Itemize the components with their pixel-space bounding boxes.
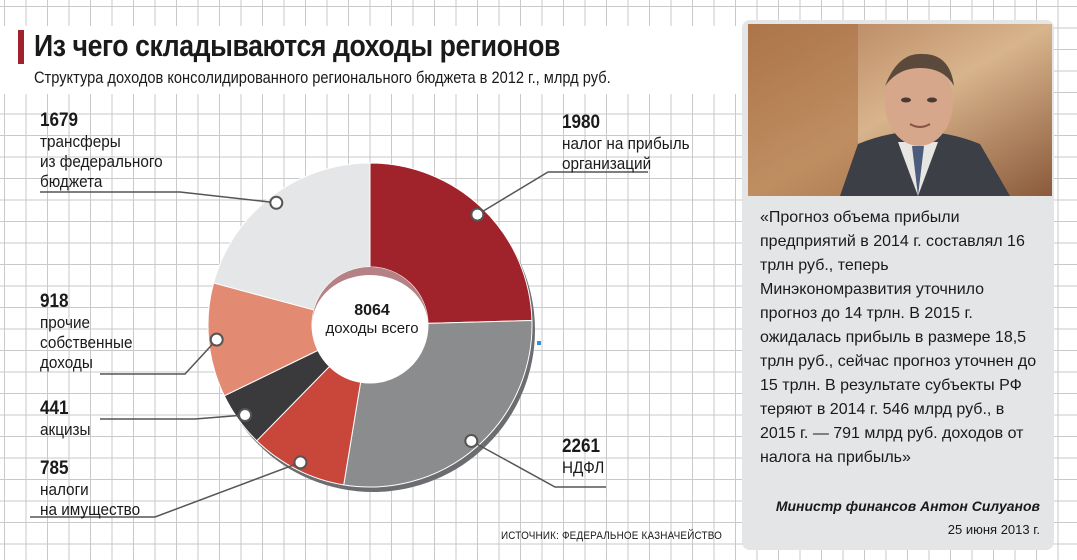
slice-text-line: НДФЛ bbox=[562, 458, 605, 477]
slice-value: 441 bbox=[40, 398, 69, 419]
leader-line-federal-transfers bbox=[40, 192, 276, 203]
total-value: 8064 bbox=[354, 302, 390, 319]
slice-text-line: бюджета bbox=[40, 172, 103, 191]
page-subtitle: Структура доходов консолидированного регионального бюджета в 2012 г., млрд руб. bbox=[34, 68, 611, 87]
slice-text-line: трансферы bbox=[40, 132, 121, 151]
leader-marker-profit-tax bbox=[471, 209, 483, 221]
leader-marker-federal-transfers bbox=[270, 197, 282, 209]
slice-text-line: прочие bbox=[40, 313, 91, 332]
leader-line-excise bbox=[100, 415, 245, 419]
quote-date: 25 июня 2013 г. bbox=[947, 522, 1040, 537]
page-title: Из чего складываются доходы регионов bbox=[34, 28, 560, 63]
slice-text-line: акцизы bbox=[40, 420, 91, 439]
slice-label-property-tax bbox=[40, 458, 140, 520]
slice-text-line: из федерального bbox=[40, 152, 163, 171]
slice-label-profit-tax bbox=[562, 112, 690, 174]
slice-label-other-own-income bbox=[40, 291, 132, 373]
slice-value: 918 bbox=[40, 291, 69, 312]
slice-text-line: налог на прибыль bbox=[562, 134, 690, 153]
leader-marker-property-tax bbox=[294, 456, 306, 468]
leader-marker-excise bbox=[239, 409, 251, 421]
slice-label-federal-transfers bbox=[40, 110, 163, 192]
leader-line-profit-tax bbox=[477, 172, 648, 215]
slice-value: 2261 bbox=[562, 436, 601, 457]
donut-center-total bbox=[317, 302, 427, 338]
slice-label-excise bbox=[40, 398, 91, 440]
leader-marker-other-own-income bbox=[211, 334, 223, 346]
slice-text-line: организаций bbox=[562, 154, 652, 173]
total-label: доходы всего bbox=[325, 320, 419, 337]
slice-value: 1679 bbox=[40, 110, 79, 131]
quote-panel bbox=[742, 20, 1054, 550]
slice-text-line: на имущество bbox=[40, 500, 141, 519]
slice-text-line: налоги bbox=[40, 480, 89, 499]
source-note: ИСТОЧНИК: ФЕДЕРАЛЬНОЕ КАЗНАЧЕЙСТВО bbox=[501, 530, 723, 542]
leader-marker-ndfl bbox=[465, 435, 477, 447]
quote-text: «Прогноз объема прибыли предприятий в 2014 г. составлял 16 трлн руб., теперь Минэкономразвития уточнило прогноз до 14 трлн. В 2015 г. ожидалась прибыль в размере 18,5 трлн руб., сейчас прогноз уточнен до 15 трлн. В результате субъекты РФ теряют в 2014 г. 546 млрд руб., в 2015 г. — 791 млрд руб. доходов от налога на прибыль» bbox=[760, 209, 1037, 466]
slice-text-line: собственные bbox=[40, 333, 133, 352]
slice-value: 785 bbox=[40, 458, 69, 479]
minister-photo bbox=[748, 24, 1052, 196]
quote-author: Министр финансов Антон Силуанов bbox=[775, 498, 1040, 514]
slice-label-ndfl bbox=[562, 436, 604, 478]
slice-text-line: доходы bbox=[40, 353, 93, 372]
stray-marker bbox=[537, 341, 541, 345]
slice-value: 1980 bbox=[562, 112, 601, 133]
